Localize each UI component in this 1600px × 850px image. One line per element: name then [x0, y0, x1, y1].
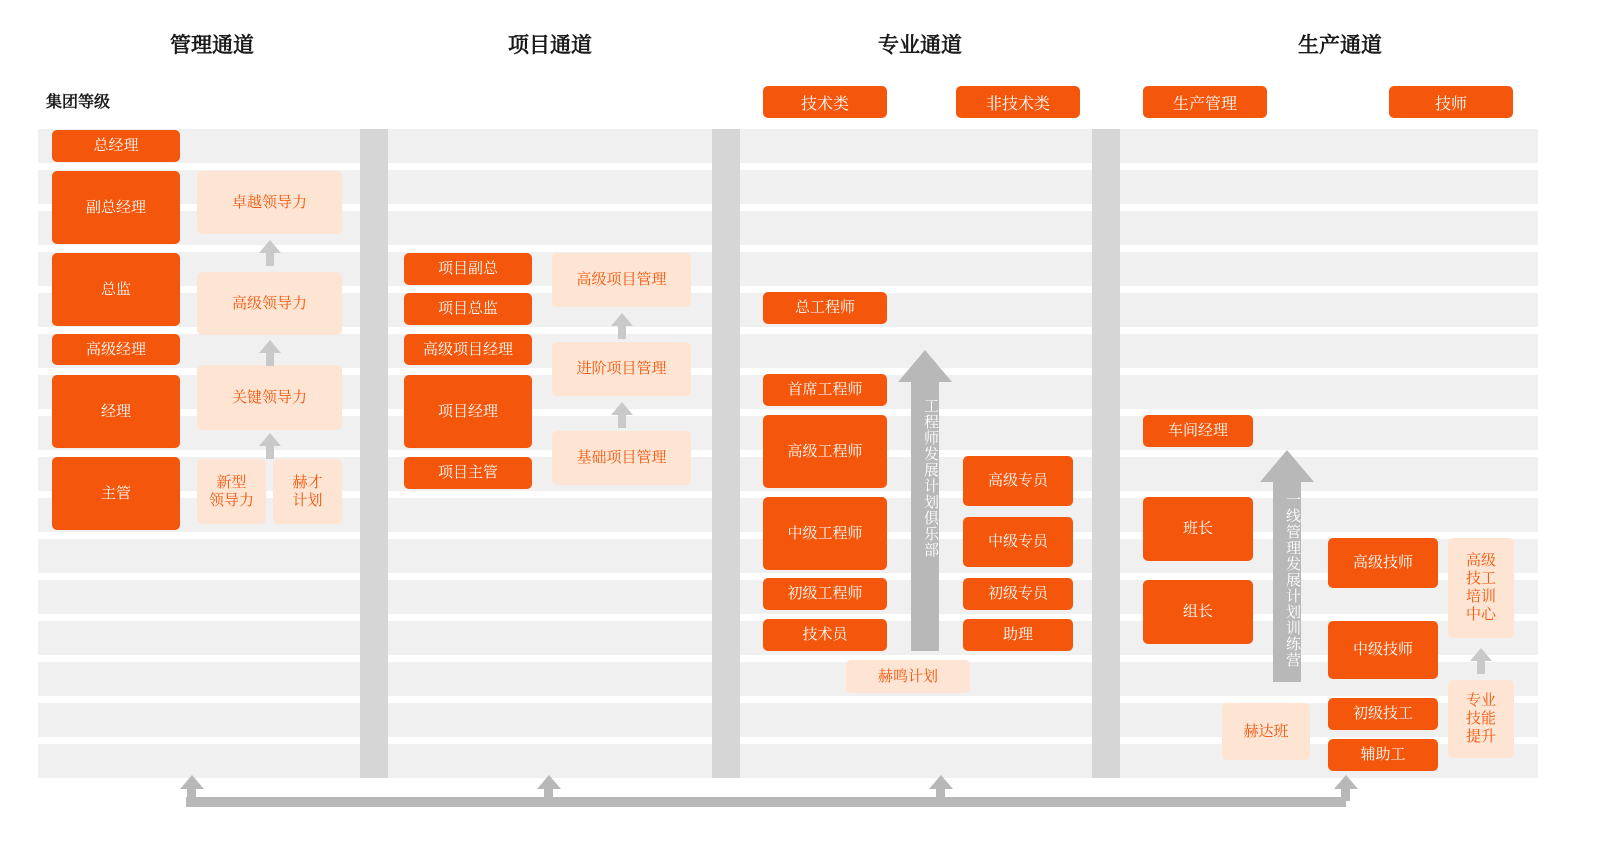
role-box-principal-engineer[interactable]: 首席工程师	[763, 374, 887, 406]
row-band	[38, 744, 1538, 778]
program-label-new-leadership: 新型 领导力	[208, 473, 254, 509]
category-pill-technician[interactable]: 技师	[1389, 86, 1513, 118]
arrow-up-leadership-2	[259, 340, 281, 366]
bottom-arrow-production	[1334, 775, 1358, 801]
program-box-senior-leadership[interactable]: 高级领导力	[197, 272, 342, 335]
role-box-intermediate-specialist[interactable]: 中级专员	[963, 517, 1073, 567]
role-box-intermediate-engineer[interactable]: 中级工程师	[763, 497, 887, 570]
arrow-up-project-2	[611, 402, 633, 428]
row-band	[38, 129, 1538, 163]
bottom-arrow-management	[180, 775, 204, 801]
level-box-senior-manager[interactable]: 高级经理	[52, 334, 180, 365]
program-box-senior-project-management[interactable]: 高级项目管理	[552, 253, 691, 307]
program-box-excellent-leadership[interactable]: 卓越领导力	[197, 171, 342, 234]
program-box-new-leadership[interactable]	[197, 459, 266, 524]
row-band	[38, 703, 1538, 737]
program-box-key-leadership[interactable]: 关键领导力	[197, 365, 342, 430]
level-box-director[interactable]: 总监	[52, 253, 180, 326]
role-box-technician-staff[interactable]: 技术员	[763, 619, 887, 651]
arrow-up-leadership-1	[259, 240, 281, 266]
arrow-up-technician	[1470, 648, 1492, 674]
role-box-senior-specialist[interactable]: 高级专员	[963, 456, 1073, 506]
program-label-hecai-plan: 赫才 计划	[292, 473, 323, 509]
level-box-supervisor[interactable]: 主管	[52, 457, 180, 530]
channel-title-production: 生产通道	[1298, 34, 1382, 57]
bottom-connector-bar	[186, 797, 1346, 807]
role-box-senior-project-manager[interactable]: 高级项目经理	[404, 334, 532, 365]
role-box-project-manager[interactable]: 项目经理	[404, 375, 532, 448]
column-separator	[1092, 129, 1120, 778]
role-box-project-director[interactable]: 项目总监	[404, 293, 532, 325]
program-box-heda-class[interactable]: 赫达班	[1222, 703, 1310, 760]
role-box-junior-technician[interactable]: 初级技工	[1328, 698, 1438, 730]
channel-title-management: 管理通道	[170, 34, 254, 57]
level-box-manager[interactable]: 经理	[52, 375, 180, 448]
level-box-general-manager[interactable]: 总经理	[52, 130, 180, 162]
program-box-senior-technician-training-center[interactable]	[1448, 538, 1514, 638]
role-box-shift-leader[interactable]: 班长	[1143, 497, 1253, 561]
column-separator	[360, 129, 388, 778]
program-box-heming-plan[interactable]: 赫鸣计划	[846, 660, 970, 693]
role-box-junior-specialist[interactable]: 初级专员	[963, 578, 1073, 610]
role-box-team-leader[interactable]: 组长	[1143, 580, 1253, 644]
arrow-up-project-1	[611, 313, 633, 339]
channel-title-project: 项目通道	[508, 34, 592, 57]
role-box-helper-worker[interactable]: 辅助工	[1328, 739, 1438, 771]
role-box-junior-engineer[interactable]: 初级工程师	[763, 578, 887, 610]
bottom-arrow-professional	[929, 775, 953, 801]
role-box-senior-engineer[interactable]: 高级工程师	[763, 415, 887, 488]
category-pill-nontechnical[interactable]: 非技术类	[956, 86, 1080, 118]
role-box-project-vp[interactable]: 项目副总	[404, 253, 532, 285]
role-box-senior-technician[interactable]: 高级技师	[1328, 538, 1438, 588]
program-box-hecai-plan[interactable]	[273, 459, 342, 524]
group-level-label: 集团等级	[46, 94, 111, 111]
role-box-project-supervisor[interactable]: 项目主管	[404, 457, 532, 489]
role-box-workshop-manager[interactable]: 车间经理	[1143, 415, 1253, 447]
role-box-chief-engineer[interactable]: 总工程师	[763, 292, 887, 324]
category-pill-production-management[interactable]: 生产管理	[1143, 86, 1267, 118]
arrow-label-frontline-management-camp: 一线管理发展计划训练营	[1284, 492, 1301, 668]
arrow-label-engineer-development-club: 工程师发展计划俱乐部	[922, 398, 939, 558]
bottom-arrow-project	[537, 775, 561, 801]
column-separator	[712, 129, 740, 778]
channel-title-professional: 专业通道	[878, 34, 962, 57]
program-box-professional-skill-upgrade[interactable]	[1448, 680, 1514, 758]
role-box-assistant[interactable]: 助理	[963, 619, 1073, 651]
level-box-deputy-general-manager[interactable]: 副总经理	[52, 171, 180, 244]
program-label-professional-skill-upgrade: 专业 技能 提升	[1465, 692, 1496, 745]
program-box-basic-project-management[interactable]: 基础项目管理	[552, 431, 691, 485]
arrow-frontline-management-camp	[1260, 450, 1314, 682]
program-label-senior-technician-training-center: 高级 技工 培训 中心	[1465, 552, 1496, 623]
program-box-advanced-project-management[interactable]: 进阶项目管理	[552, 342, 691, 396]
arrow-up-leadership-3	[259, 433, 281, 459]
role-box-intermediate-technician[interactable]: 中级技师	[1328, 621, 1438, 679]
arrow-engineer-development-club	[898, 350, 952, 651]
category-pill-technical[interactable]: 技术类	[763, 86, 887, 118]
